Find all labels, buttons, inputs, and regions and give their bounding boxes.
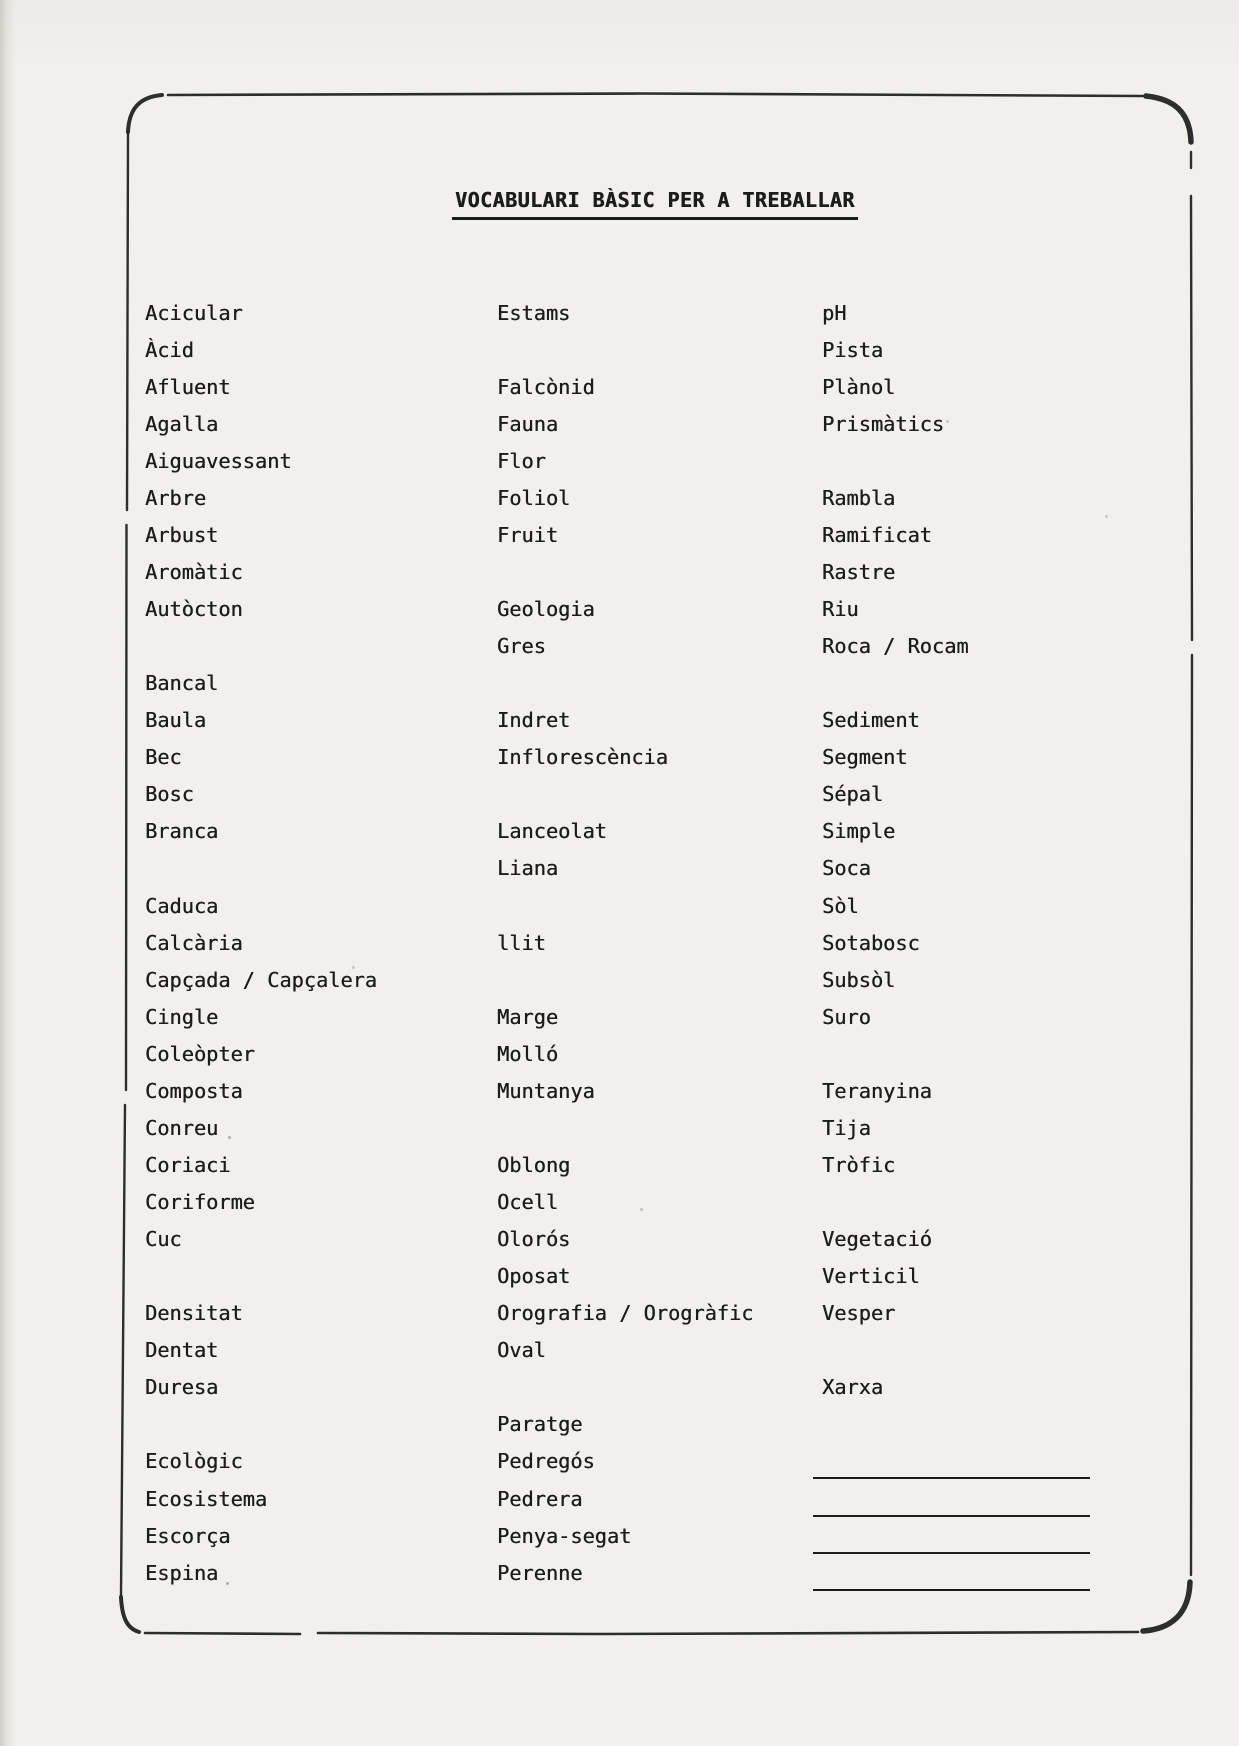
vocab-word: Aiguavessant (145, 448, 292, 473)
vocab-word: Conreu (145, 1115, 219, 1140)
vocab-word: Afluent (145, 374, 231, 399)
vocab-word: Bosc (145, 782, 194, 807)
scan-speck (946, 420, 949, 423)
vocab-word: Inflorescència (497, 745, 668, 770)
blank-row (497, 554, 753, 591)
vocab-word: Tròfic (822, 1152, 896, 1177)
vocab-word: Caduca (145, 893, 219, 918)
vocab-word: Densitat (145, 1301, 243, 1326)
blank-row (822, 1332, 1090, 1369)
vocab-word: Plànol (822, 374, 896, 399)
fill-in-rule (813, 1555, 1090, 1591)
vocab-word: Escorça (145, 1523, 231, 1548)
vocab-word: Capçada / Capçalera (145, 967, 377, 992)
vocab-word: Arbust (145, 522, 219, 547)
blank-row (822, 443, 1090, 480)
fill-in-line (822, 1443, 1090, 1480)
blank-row (822, 1036, 1090, 1073)
fill-in-line (822, 1555, 1090, 1592)
vocab-word: Cingle (145, 1004, 219, 1029)
blank-row (497, 888, 753, 925)
border-corner-bottom-left (121, 1597, 139, 1632)
vocab-word: Flor (497, 448, 546, 473)
vocab-word: pH (822, 300, 847, 325)
vocab-word: Duresa (145, 1375, 219, 1400)
vocab-word: Coriaci (145, 1152, 231, 1177)
vocab-word: Bec (145, 745, 182, 770)
border-left (121, 134, 128, 1595)
blank-row (497, 1110, 753, 1147)
vocab-column-3 (822, 295, 1090, 1592)
border-bottom (145, 1632, 1138, 1634)
blank-row (145, 1406, 377, 1443)
border-right (1191, 152, 1192, 1575)
vocab-word: Sépal (822, 782, 884, 807)
vocab-word: Ramificat (822, 522, 932, 547)
vocab-word: Liana (497, 856, 559, 881)
vocab-word: llit (497, 930, 546, 955)
vocab-word: Arbre (145, 485, 207, 510)
border-corner-top-right (1146, 96, 1191, 142)
vocab-word: Tija (822, 1115, 871, 1140)
vocab-word: Autòcton (145, 597, 243, 621)
fill-in-line (822, 1518, 1090, 1555)
vocab-word: Pedregós (497, 1449, 595, 1474)
blank-row (822, 665, 1090, 702)
vocab-word: Rastre (822, 559, 896, 584)
vocab-word: Olorós (497, 1227, 571, 1252)
fill-in-rule (813, 1443, 1090, 1479)
blank-row (822, 1406, 1090, 1443)
vocab-word: Sòl (822, 893, 859, 918)
scan-speck (640, 1208, 643, 1211)
vocab-word: Marge (497, 1004, 559, 1029)
fill-in-rule (813, 1481, 1090, 1517)
vocab-word: Cuc (145, 1227, 182, 1252)
vocab-word: Indret (497, 708, 571, 733)
vocab-word: Dentat (145, 1338, 219, 1363)
vocab-word: Suro (822, 1004, 871, 1029)
vocab-word: Paratge (497, 1412, 583, 1437)
scan-speck (352, 966, 355, 969)
vocab-word: Molló (497, 1041, 559, 1066)
scan-speck (226, 1582, 229, 1585)
vocab-word: Àcid (145, 337, 194, 362)
vocab-word: Pista (822, 337, 884, 362)
vocab-word: Gres (497, 634, 546, 659)
vocab-word: Sediment (822, 708, 920, 733)
vocab-word: Foliol (497, 485, 571, 510)
vocab-word: Vesper (822, 1301, 896, 1326)
vocab-word: Sotabosc (822, 930, 920, 955)
vocab-word: Muntanya (497, 1078, 595, 1103)
blank-row (145, 628, 377, 665)
vocab-word: Lanceolat (497, 819, 607, 844)
blank-row (145, 850, 377, 887)
vocab-word: Falcònid (497, 374, 595, 399)
vocab-word: Oblong (497, 1152, 571, 1177)
vocab-word: Xarxa (822, 1375, 884, 1400)
vocab-word: Subsòl (822, 967, 896, 992)
vocab-word: Segment (822, 745, 908, 770)
scan-speck (1105, 515, 1108, 518)
vocab-word: Oval (497, 1338, 546, 1363)
vocab-word: Oposat (497, 1264, 571, 1289)
vocab-word: Acicular (145, 300, 243, 325)
blank-row (822, 1184, 1090, 1221)
vocab-word: Verticil (822, 1264, 920, 1289)
fill-in-rule (813, 1518, 1090, 1554)
blank-row (497, 665, 753, 702)
vocab-word: Ecosistema (145, 1486, 268, 1511)
blank-row (497, 332, 753, 369)
vocab-word: Baula (145, 708, 207, 733)
vocab-word: Composta (145, 1078, 243, 1103)
vocab-word: Calcària (145, 930, 243, 955)
blank-row (497, 1369, 753, 1406)
vocab-word: Espina (145, 1560, 219, 1585)
vocab-word: Vegetació (822, 1227, 932, 1252)
blank-row (497, 776, 753, 813)
scan-speck (228, 1136, 231, 1139)
fill-in-line (822, 1481, 1090, 1518)
vocab-word: Penya-segat (497, 1523, 632, 1548)
vocab-word: Coriforme (145, 1190, 255, 1214)
page-title: VOCABULARI BÀSIC PER A TREBALLAR (452, 188, 858, 220)
border-corner-bottom-right (1143, 1582, 1190, 1631)
vocab-word: Ecològic (145, 1449, 243, 1474)
vocab-word: Roca / Rocam (822, 634, 969, 659)
vocab-column-2 (497, 295, 753, 1592)
vocab-word: Geologia (497, 597, 595, 621)
vocab-word: Bancal (145, 671, 219, 696)
vocab-word: Teranyina (822, 1078, 932, 1103)
vocab-word: Orografia / Orogràfic (497, 1301, 754, 1326)
vocab-word: Ocell (497, 1190, 559, 1214)
border-top (168, 94, 1143, 97)
vocab-word: Soca (822, 856, 871, 881)
vocab-word: Estams (497, 300, 571, 325)
vocab-word: Fruit (497, 522, 559, 547)
border-corner-top-left (128, 95, 162, 132)
vocab-word: Branca (145, 819, 219, 844)
vocab-word: Rambla (822, 485, 896, 510)
vocab-word: Fauna (497, 411, 559, 436)
blank-row (145, 1258, 377, 1295)
vocab-word: Aromàtic (145, 559, 243, 584)
vocab-word: Perenne (497, 1560, 583, 1585)
blank-row (497, 962, 753, 999)
vocab-word: Prismàtics (822, 411, 945, 436)
vocab-word: Simple (822, 819, 896, 844)
vocab-word: Pedrera (497, 1486, 583, 1511)
vocab-word: Coleòpter (145, 1041, 255, 1066)
vocab-word: Agalla (145, 411, 219, 436)
vocab-word: Riu (822, 597, 859, 621)
vocab-column-1 (145, 295, 377, 1592)
